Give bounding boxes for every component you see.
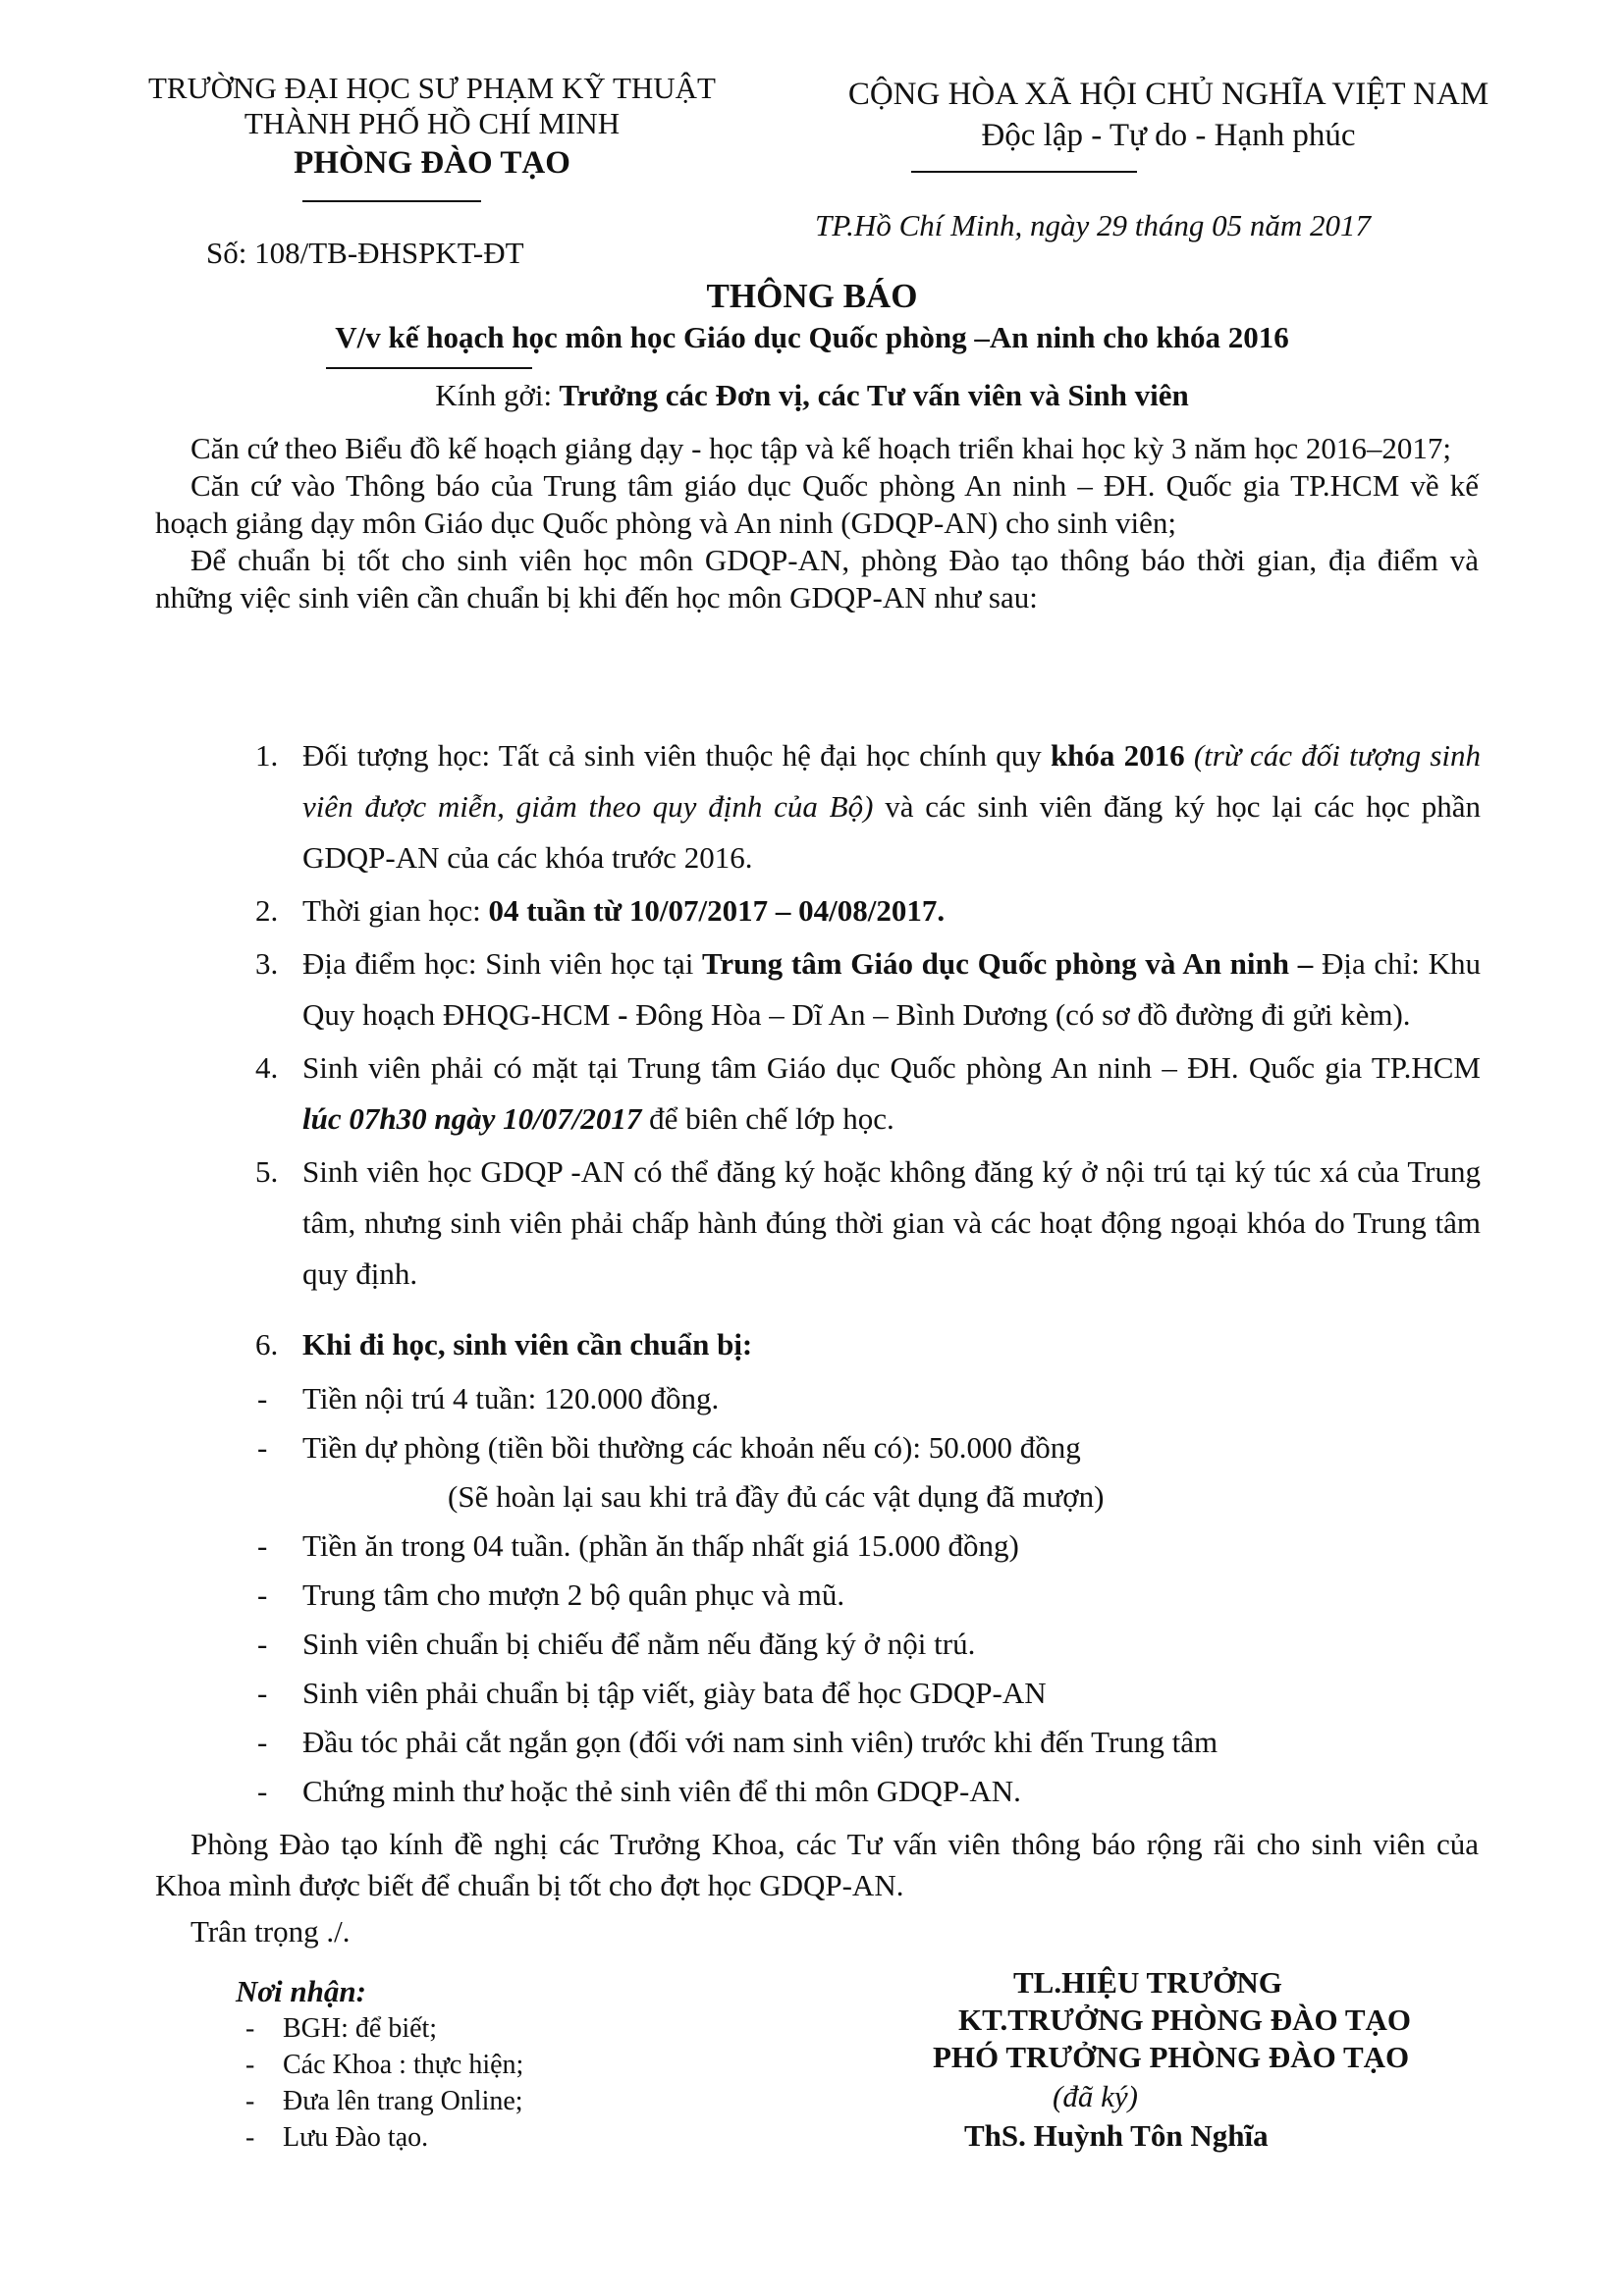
dash-bullet: - [257, 1577, 268, 1612]
closing-paragraph: Phòng Đào tạo kính đề nghị các Trưởng Khoa, các Tư vấn viên thông báo rộng rãi cho sinh viên của Khoa mình được biết để chuẩn bị tốt cho đợt học GDQP-AN. [155, 1827, 1479, 1902]
document-title: THÔNG BÁO [706, 277, 918, 315]
distribution-text: Đưa lên trang Online; [283, 2086, 523, 2116]
preparation-item [251, 1620, 1489, 1669]
item-text: và các sinh viên đăng ký học lại các học phần GDQP-AN của các khóa trước 2016. [302, 789, 1481, 875]
document-subject: V/v kế hoạch học môn học Giáo dục Quốc phòng –An ninh cho khóa 2016 [335, 320, 1289, 354]
nation-name: CỘNG HÒA XÃ HỘI CHỦ NGHĨA VIỆT NAM [847, 77, 1489, 112]
preparation-text: Tiền ăn trong 04 tuần. (phần ăn thấp nhất giá 15.000 đồng) [302, 1528, 1019, 1563]
dash-bullet: - [245, 2122, 255, 2153]
preparation-text: Chứng minh thư hoặc thẻ sinh viên để thi môn GDQP-AN. [302, 1774, 1021, 1808]
item-text: để biên chế lớp học. [641, 1101, 894, 1136]
item-emphasis: Khi đi học, sinh viên cần chuẩn bị: [302, 1327, 753, 1362]
dash-bullet: - [245, 2050, 255, 2080]
addressee-value: Trưởng các Đơn vị, các Tư vấn viên và Sinh viên [552, 378, 1189, 412]
national-header [795, 75, 1542, 157]
addressee [0, 378, 1624, 413]
item-text: Thời gian học: [302, 893, 489, 928]
place-date: TP.Hồ Chí Minh, ngày 29 tháng 05 năm 2017 [815, 208, 1372, 242]
item-number: 1. [255, 738, 279, 773]
dash-bullet: - [245, 2086, 255, 2116]
distribution-item [236, 2047, 523, 2083]
item-number: 2. [255, 893, 279, 928]
numbered-list [255, 730, 1481, 1300]
subject-divider [326, 367, 532, 369]
intro-paragraph: Căn cứ theo Biểu đồ kế hoạch giảng dạy - học tập và kế hoạch triển khai học kỳ 3 năm học 2016–2017; [190, 431, 1452, 465]
item-number: 5. [255, 1154, 279, 1189]
distribution-heading: Nơi nhận: [236, 1974, 366, 2008]
preparation-text: Sinh viên chuẩn bị chiếu để nằm nếu đăng ký ở nội trú. [302, 1627, 976, 1661]
dash-bullet: - [257, 1725, 268, 1759]
document-number: Số: 108/TB-ĐHSPKT-ĐT [206, 236, 524, 270]
preparation-text: Trung tâm cho mượn 2 bộ quân phục và mũ. [302, 1577, 845, 1612]
dash-bullet: - [245, 2013, 255, 2044]
header-right-divider [911, 171, 1137, 173]
preparation-text: Sinh viên phải chuẩn bị tập viết, giày bata để học GDQP-AN [302, 1676, 1047, 1710]
item-text: Đối tượng học: Tất cả sinh viên thuộc hệ đại học chính quy [302, 738, 1051, 773]
signature-authority: TL.HIỆU TRƯỞNG [1013, 1965, 1282, 2000]
signature-delegation: KT.TRƯỞNG PHÒNG ĐÀO TẠO [958, 2002, 1412, 2037]
item-number: 6. [255, 1327, 279, 1362]
dash-bullet: - [257, 1381, 268, 1415]
item-text: Địa điểm học: Sinh viên học tại [302, 946, 703, 981]
list-item-preparation [255, 1327, 752, 1362]
preparation-item [251, 1522, 1489, 1571]
dash-bullet: - [257, 1430, 268, 1465]
distribution-item [236, 2010, 523, 2047]
preparation-text: Tiền dự phòng (tiền bồi thường các khoản nếu có): 50.000 đồng [302, 1430, 1081, 1465]
item-text: Đông Hòa – Dĩ An – Bình Dương (có sơ đồ đường đi gửi kèm). [627, 997, 1411, 1032]
distribution-list [236, 1973, 523, 2156]
item-emphasis: khóa 2016 [1050, 738, 1185, 773]
regards: Trân trọng ./. [190, 1914, 351, 1949]
distribution-item [236, 2119, 523, 2156]
item-emphasis: - [618, 997, 628, 1032]
dash-bullet: - [257, 1774, 268, 1808]
university-name-line1: TRƯỜNG ĐẠI HỌC SƯ PHẠM KỸ THUẬT [148, 71, 716, 105]
preparation-text: Tiền nội trú 4 tuần: 120.000 đồng. [302, 1381, 720, 1415]
signature-title: PHÓ TRƯỞNG PHÒNG ĐÀO TẠO [933, 2040, 1410, 2074]
signed-status: (đã ký) [1053, 2079, 1138, 2113]
preparation-item [251, 1423, 1489, 1472]
list-item-schedule [255, 885, 1481, 936]
distribution-item [236, 2083, 523, 2119]
intro-paragraph: Căn cứ vào Thông báo của Trung tâm giáo dục Quốc phòng An ninh – ĐH. Quốc gia TP.HCM về kế hoạch giảng dạy môn Giáo dục Quốc phòng và An ninh (GDQP-AN) cho sinh viên; [155, 468, 1479, 540]
national-motto: Độc lập - Tự do - Hạnh phúc [981, 118, 1356, 153]
preparation-item [251, 1571, 1489, 1620]
preparation-item [251, 1374, 1489, 1423]
signatory-name: ThS. Huỳnh Tôn Nghĩa [964, 2118, 1269, 2153]
list-item-dormitory [255, 1147, 1481, 1300]
header-left-divider [302, 200, 481, 202]
dash-bullet: - [257, 1676, 268, 1710]
list-item-target-students [255, 730, 1481, 883]
item-emphasis: lúc 07h30 ngày 10/07/2017 [302, 1101, 642, 1136]
refund-note: (Sẽ hoàn lại sau khi trả đầy đủ các vật dụng đã mượn) [448, 1479, 1105, 1514]
distribution-text: Các Khoa : thực hiện; [283, 2050, 524, 2080]
closing-section [155, 1824, 1479, 1906]
university-name-line2: THÀNH PHỐ HỒ CHÍ MINH [244, 106, 621, 140]
issuer-block [98, 71, 766, 185]
item-emphasis: 04 tuần từ 10/07/2017 – 04/08/2017. [488, 893, 946, 928]
addressee-label: Kính gởi: [435, 378, 553, 412]
distribution-text: BGH: để biết; [283, 2013, 438, 2044]
preparation-item [251, 1718, 1489, 1767]
item-number: 4. [255, 1050, 279, 1085]
item-emphasis: Trung tâm Giáo dục Quốc phòng và An ninh – [702, 946, 1314, 981]
preparation-list [251, 1374, 1489, 1816]
item-text: Địa chỉ: Khu Quy hoạch ĐHQG-HCM [302, 946, 1481, 1032]
preparation-item [251, 1767, 1489, 1816]
distribution-text: Lưu Đào tạo. [283, 2122, 429, 2153]
item-text: Sinh viên phải có mặt tại Trung tâm Giáo dục Quốc phòng An ninh – ĐH. Quốc gia TP.HCM [302, 1050, 1481, 1085]
intro-section [155, 430, 1479, 616]
department-name: PHÒNG ĐÀO TẠO [294, 145, 570, 181]
preparation-text: Đầu tóc phải cắt ngắn gọn (đối với nam sinh viên) trước khi đến Trung tâm [302, 1725, 1218, 1759]
intro-paragraph: Để chuẩn bị tốt cho sinh viên học môn GDQP-AN, phòng Đào tạo thông báo thời gian, địa điểm và những việc sinh viên cần chuẩn bị khi đến học môn GDQP-AN như sau: [155, 543, 1479, 614]
dash-bullet: - [257, 1627, 268, 1661]
item-text: Sinh viên học GDQP -AN có thể đăng ký hoặc không đăng ký ở nội trú tại ký túc xá của Trung tâm, nhưng sinh viên phải chấp hành đúng thời gian và các hoạt động ngoại khóa do Trung tâm quy định. [302, 1154, 1481, 1291]
list-item-arrival [255, 1042, 1481, 1145]
preparation-item [251, 1669, 1489, 1718]
dash-bullet: - [257, 1528, 268, 1563]
list-item-location [255, 938, 1481, 1041]
item-exception-note: (trừ các đối tượng sinh viên được miễn, giảm theo quy định của Bộ) [302, 738, 1481, 824]
item-number: 3. [255, 946, 279, 981]
